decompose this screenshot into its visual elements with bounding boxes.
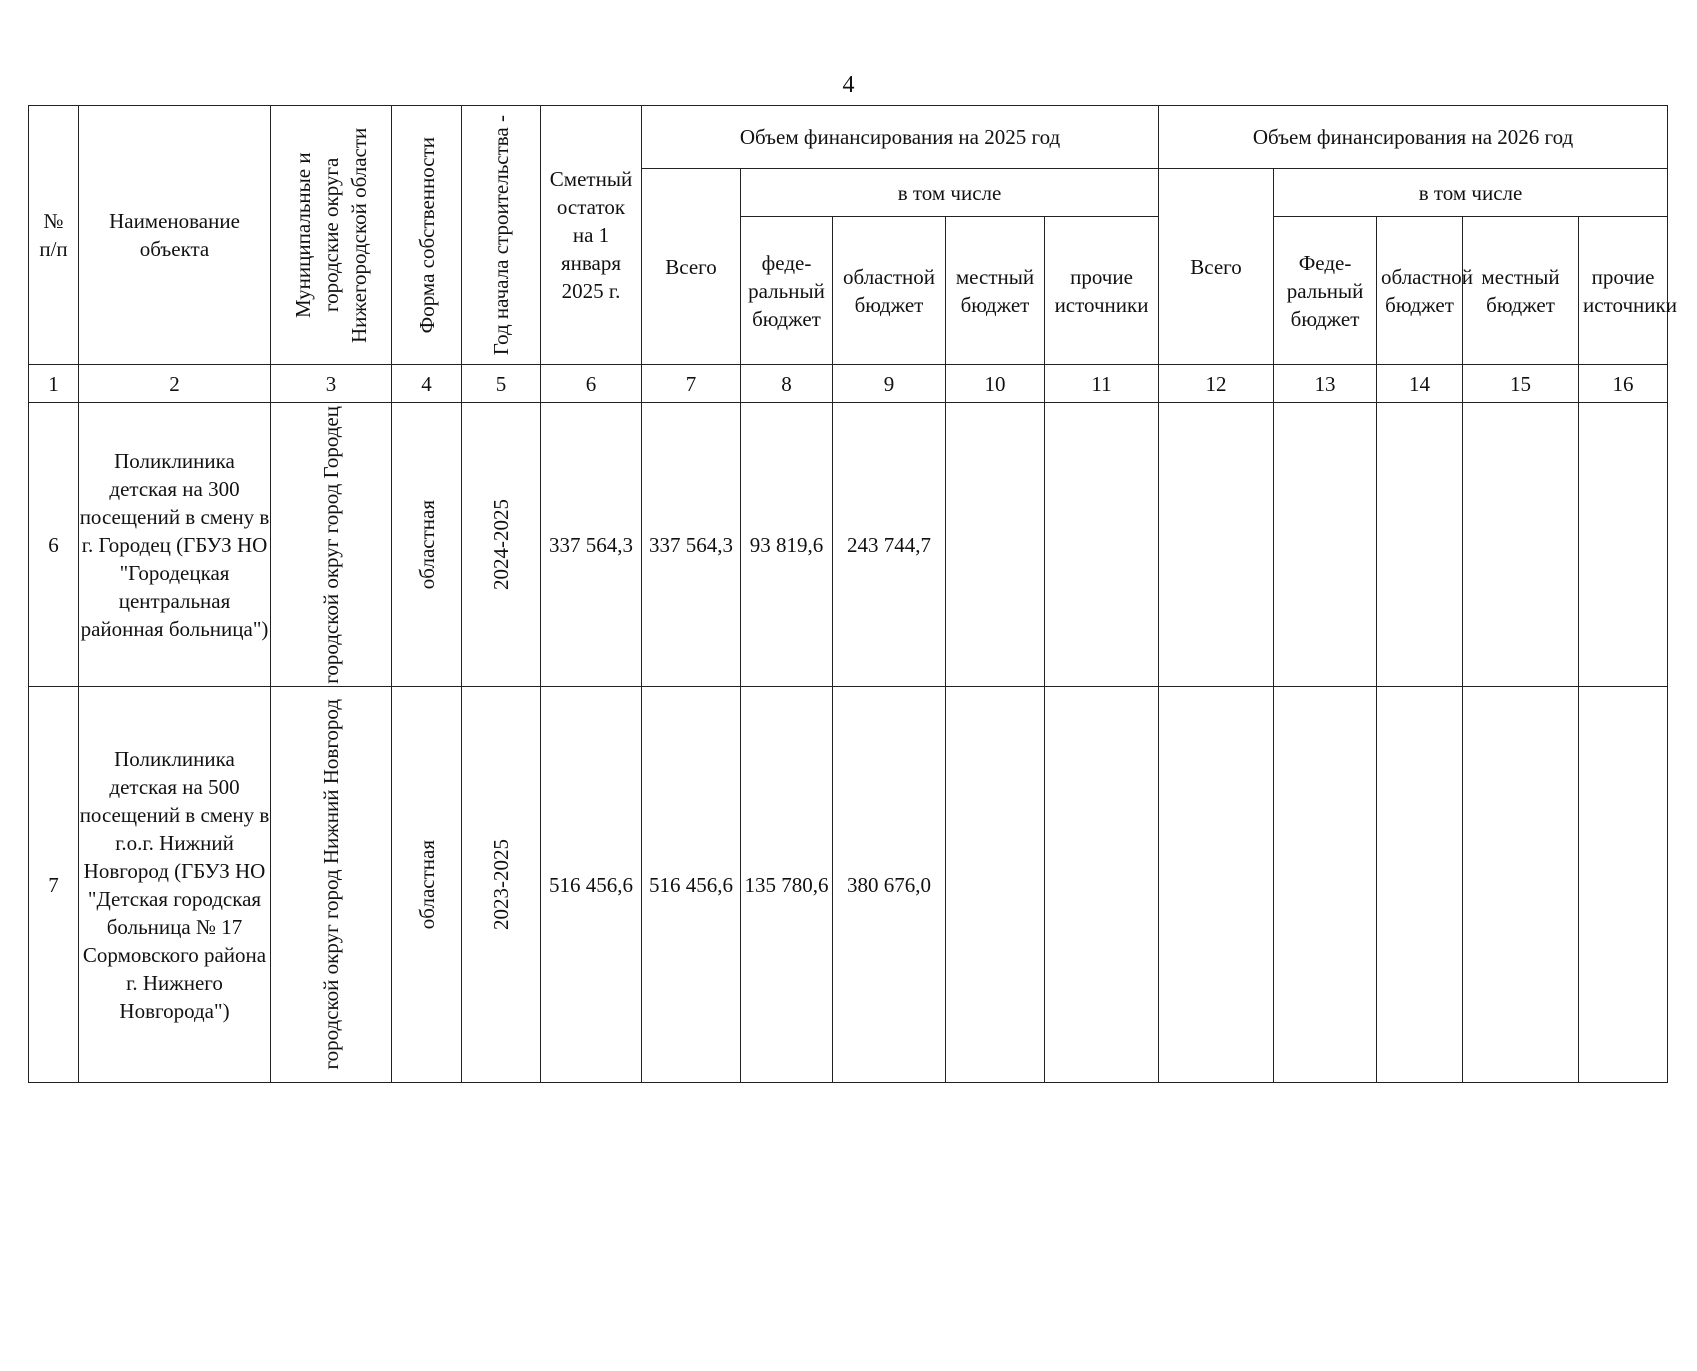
header-reg-2026: областной бюджет <box>1377 217 1463 365</box>
header-total-2026: Всего <box>1159 169 1274 365</box>
header-ownership: Форма собственности <box>392 106 462 365</box>
header-total-2025: Всего <box>642 169 741 365</box>
header-reg-2025: областной бюджет <box>833 217 946 365</box>
column-number: 1 <box>29 365 79 403</box>
row-loc-2025 <box>946 687 1045 1083</box>
row-fed-2025: 93 819,6 <box>741 403 833 687</box>
header-fin-2025: Объем финансирования на 2025 год <box>642 106 1159 169</box>
column-number: 8 <box>741 365 833 403</box>
column-number: 12 <box>1159 365 1274 403</box>
column-number: 14 <box>1377 365 1463 403</box>
header-incl-2025: в том числе <box>741 169 1159 217</box>
header-municipality: Муниципальные и городские округа Нижегородской области <box>271 106 392 365</box>
header-fed-2026: Феде-ральный бюджет <box>1274 217 1377 365</box>
row-loc-2025 <box>946 403 1045 687</box>
row-oth-2026 <box>1579 687 1668 1083</box>
column-number: 4 <box>392 365 462 403</box>
row-ownership: областная <box>392 687 462 1083</box>
row-estimate: 516 456,6 <box>541 687 642 1083</box>
row-oth-2025 <box>1045 687 1159 1083</box>
column-number-row <box>29 365 1668 403</box>
row-reg-2025: 380 676,0 <box>833 687 946 1083</box>
column-number: 10 <box>946 365 1045 403</box>
row-total-2025: 516 456,6 <box>642 687 741 1083</box>
header-loc-2026: местный бюджет <box>1463 217 1579 365</box>
row-total-2025: 337 564,3 <box>642 403 741 687</box>
row-oth-2025 <box>1045 403 1159 687</box>
column-number: 16 <box>1579 365 1668 403</box>
row-reg-2026 <box>1377 687 1463 1083</box>
header-num: № п/п <box>29 106 79 365</box>
row-reg-2025: 243 744,7 <box>833 403 946 687</box>
column-number: 5 <box>462 365 541 403</box>
column-number: 13 <box>1274 365 1377 403</box>
table-row <box>29 403 1668 687</box>
row-reg-2026 <box>1377 403 1463 687</box>
column-number: 11 <box>1045 365 1159 403</box>
row-loc-2026 <box>1463 403 1579 687</box>
column-number: 7 <box>642 365 741 403</box>
column-number: 2 <box>79 365 271 403</box>
header-loc-2025: местный бюджет <box>946 217 1045 365</box>
header-fin-2026: Объем финансирования на 2026 год <box>1159 106 1668 169</box>
row-fed-2026 <box>1274 403 1377 687</box>
row-num: 7 <box>29 687 79 1083</box>
row-num: 6 <box>29 403 79 687</box>
table-row <box>29 687 1668 1083</box>
row-estimate: 337 564,3 <box>541 403 642 687</box>
page-number: 4 <box>842 72 855 98</box>
header-start-year: Год начала строительства - <box>462 106 541 365</box>
header-name: Наименование объекта <box>79 106 271 365</box>
row-loc-2026 <box>1463 687 1579 1083</box>
row-years: 2023-2025 <box>462 687 541 1083</box>
row-years: 2024-2025 <box>462 403 541 687</box>
header-oth-2026: прочие источники <box>1579 217 1668 365</box>
row-ownership: областная <box>392 403 462 687</box>
row-total-2026 <box>1159 687 1274 1083</box>
column-number: 6 <box>541 365 642 403</box>
header-row-1 <box>29 106 1668 169</box>
row-name: Поликлиника детская на 300 посещений в смену в г. Городец (ГБУЗ НО "Городецкая центральная районная больница") <box>79 403 271 687</box>
row-fed-2026 <box>1274 687 1377 1083</box>
row-fed-2025: 135 780,6 <box>741 687 833 1083</box>
column-number: 9 <box>833 365 946 403</box>
header-estimate: Сметный остаток на 1 января 2025 г. <box>541 106 642 365</box>
row-oth-2026 <box>1579 403 1668 687</box>
header-oth-2025: прочие источники <box>1045 217 1159 365</box>
row-municipality: городской округ город Нижний Новгород <box>271 687 392 1083</box>
column-number: 3 <box>271 365 392 403</box>
row-name: Поликлиника детская на 500 посещений в смену в г.о.г. Нижний Новгород (ГБУЗ НО "Детская городская больница № 17 Сормовского района г. Нижнего Новгорода") <box>79 687 271 1083</box>
column-number: 15 <box>1463 365 1579 403</box>
row-total-2026 <box>1159 403 1274 687</box>
header-incl-2026: в том числе <box>1274 169 1668 217</box>
header-fed-2025: феде-ральный бюджет <box>741 217 833 365</box>
row-municipality: городской округ город Городец <box>271 403 392 687</box>
financing-table <box>28 105 1677 1083</box>
